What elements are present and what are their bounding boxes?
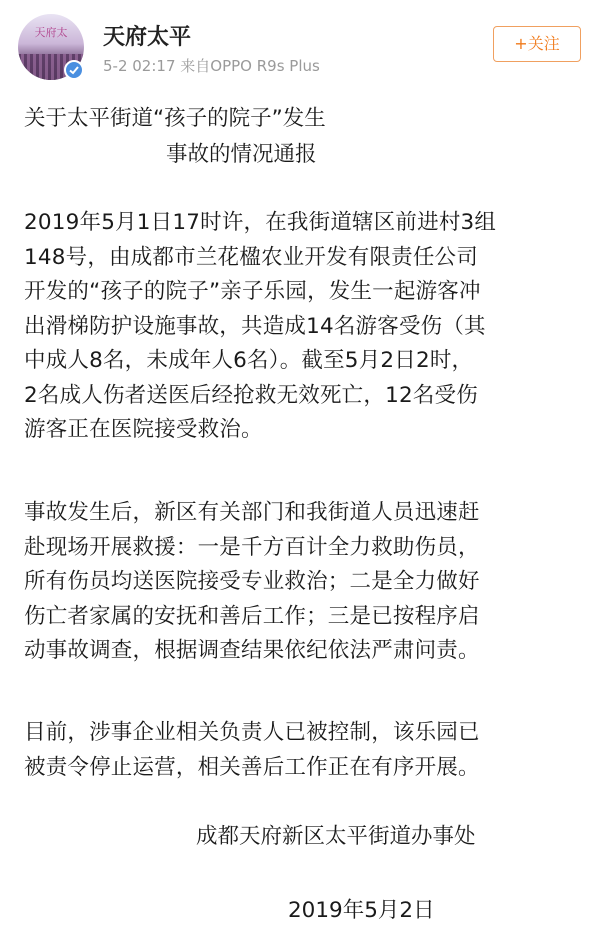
paragraph-3 bbox=[24, 716, 580, 785]
paragraph-line: 开发的“孩子的院子”亲子乐园，发生一起游客冲 bbox=[24, 279, 481, 304]
username[interactable]: 天府太平 bbox=[103, 25, 192, 50]
paragraph-line: 赴现场开展救援：一是千方百计全力救助伤员， bbox=[24, 534, 480, 560]
paragraph-line: 动事故调查，根据调查结果依纪依法严肃问责。 bbox=[24, 638, 480, 663]
paragraph-line: 目前，涉事企业相关负责人已被控制，该乐园已 bbox=[24, 720, 480, 745]
notice-title-line-2: 事故的情况通报 bbox=[166, 142, 317, 167]
post-meta: 5-2 02:17 来自OPPO R9s Plus bbox=[103, 57, 320, 75]
paragraph-1 bbox=[24, 206, 580, 448]
post-header bbox=[0, 0, 600, 90]
follow-button[interactable]: +关注 bbox=[493, 26, 581, 62]
paragraph-line: 2019年5月1日17时许，在我街道辖区前进村3组 bbox=[24, 210, 497, 235]
paragraph-line: 出滑梯防护设施事故，共造成14名游客受伤（其 bbox=[24, 313, 486, 339]
paragraph-line: 游客正在医院接受救治。 bbox=[24, 417, 263, 442]
paragraph-line: 所有伤员均送医院接受专业救治；二是全力做好 bbox=[24, 569, 480, 594]
paragraph-line: 事故发生后，新区有关部门和我街道人员迅速赶 bbox=[24, 500, 480, 525]
notice-title-line-1: 关于太平街道“孩子的院子”发生 bbox=[24, 106, 326, 131]
paragraph-line: 148号，由成都市兰花楹农业开发有限责任公司 bbox=[24, 244, 478, 270]
paragraph-line: 中成人8名，未成年人6名）。截至5月2日2时， bbox=[24, 348, 474, 373]
avatar-label: 天府太 bbox=[34, 26, 68, 39]
paragraph-line: 被责令停止运营，相关善后工作正在有序开展。 bbox=[24, 754, 480, 780]
notice-date: 2019年5月2日 bbox=[288, 898, 435, 923]
signature: 成都天府新区太平街道办事处 bbox=[196, 824, 476, 849]
verified-badge-icon bbox=[64, 60, 84, 80]
paragraph-line: 伤亡者家属的安抚和善后工作；三是已按程序启 bbox=[24, 603, 480, 629]
paragraph-line: 2名成人伤者送医后经抢救无效死亡，12名受伤 bbox=[24, 382, 478, 408]
paragraph-2 bbox=[24, 496, 580, 669]
